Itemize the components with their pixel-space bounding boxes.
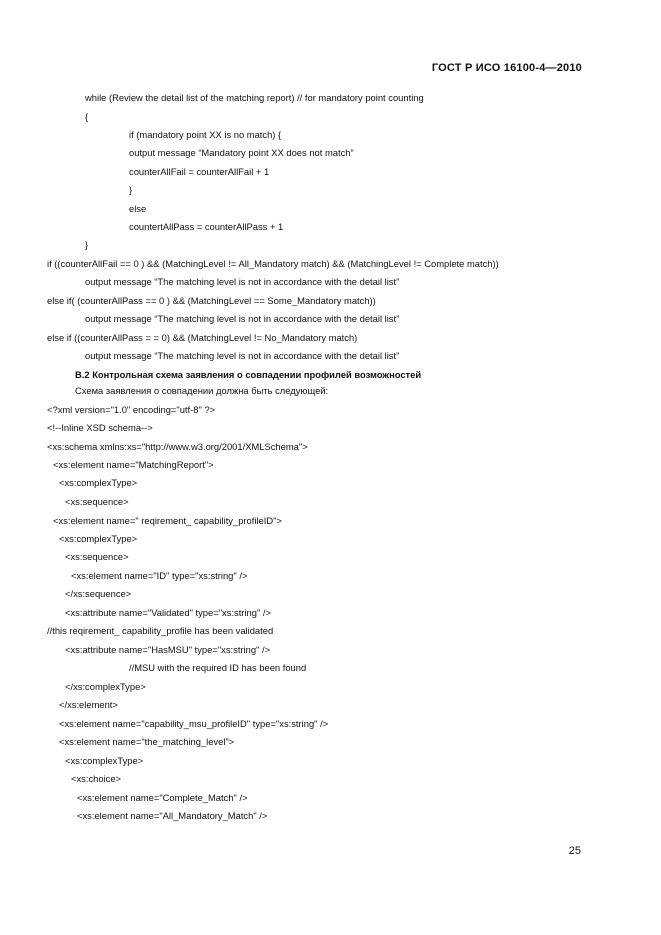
code-line: output message “The matching level is not in accordance with the detail list” — [85, 276, 400, 287]
section-heading: B.2 Контрольная схема заявления о совпадении профилей возможностей — [75, 369, 422, 380]
code-line: else if( (counterAllPass == 0 ) && (MatchingLevel == Some_Mandatory match)) — [47, 295, 376, 306]
xml-line: <xs:choice> — [71, 773, 122, 784]
xml-line: <xs:schema xmlns:xs="http://www.w3.org/2001/XMLSchema"> — [47, 441, 308, 452]
xml-line: <xs:sequence> — [65, 551, 129, 562]
xml-line: <xs:complexType> — [59, 477, 138, 488]
code-line: else — [129, 203, 147, 214]
xml-line: <xs:complexType> — [65, 755, 144, 766]
code-line: if ((counterAllFail == 0 ) && (MatchingLevel != All_Mandatory match) && (MatchingLevel != Complete match)) — [47, 258, 499, 269]
xml-line: <xs:element name="All_Mandatory_Match" /> — [77, 810, 268, 821]
xml-line: <xs:element name="capability_msu_profileID" type="xs:string" /> — [59, 718, 329, 729]
xml-line: </xs:sequence> — [65, 588, 132, 599]
xml-line: <?xml version="1.0" encoding="utf-8" ?> — [47, 404, 216, 415]
code-line: while (Review the detail list of the matching report) // for mandatory point counting — [85, 92, 424, 103]
xml-line: //this reqirement_ capability_profile has been validated — [47, 625, 274, 636]
code-line: else if ((counterAllPass = = 0) && (MatchingLevel != No_Mandatory match) — [47, 332, 358, 343]
page-number: 25 — [568, 845, 581, 857]
code-line: counterAllFail = counterAllFail + 1 — [129, 166, 270, 177]
code-line: if (mandatory point XX is no match) { — [129, 129, 282, 140]
xml-line: <xs:attribute name="HasMSU" type="xs:string" /> — [65, 644, 271, 655]
code-line: output message “The matching level is not in accordance with the detail list” — [85, 350, 400, 361]
code-line: output message “Mandatory point XX does not match” — [129, 147, 354, 158]
document-id: ГОСТ Р ИСО 16100-4—2010 — [431, 62, 582, 74]
xml-line: </xs:element> — [59, 699, 118, 710]
xml-line: //MSU with the required ID has been found — [129, 662, 307, 673]
xml-line: <xs:attribute name="Validated" type="xs:string" /> — [65, 607, 271, 618]
xml-line: <xs:element name=" reqirement_ capability_profileID"> — [53, 515, 282, 526]
xml-line: <xs:element name="the_matching_level"> — [59, 736, 235, 747]
xml-line: </xs:complexType> — [65, 681, 146, 692]
xml-line: <xs:element name="Complete_Match" /> — [77, 792, 248, 803]
section-intro: Схема заявления о совпадении должна быть следующей: — [75, 385, 329, 396]
code-line: } — [129, 184, 133, 195]
code-line: output message “The matching level is not in accordance with the detail list” — [85, 313, 400, 324]
xml-line: <xs:sequence> — [65, 496, 129, 507]
xml-line: <xs:element name="ID" type="xs:string" /> — [71, 570, 248, 581]
code-line: { — [85, 111, 89, 122]
xml-line: <xs:complexType> — [59, 533, 138, 544]
code-line: countertAllPass = counterAllPass + 1 — [129, 221, 284, 232]
xml-line: <xs:element name="MatchingReport"> — [53, 459, 214, 470]
code-line: } — [85, 239, 89, 250]
xml-line: <!--Inline XSD schema--> — [47, 422, 153, 433]
